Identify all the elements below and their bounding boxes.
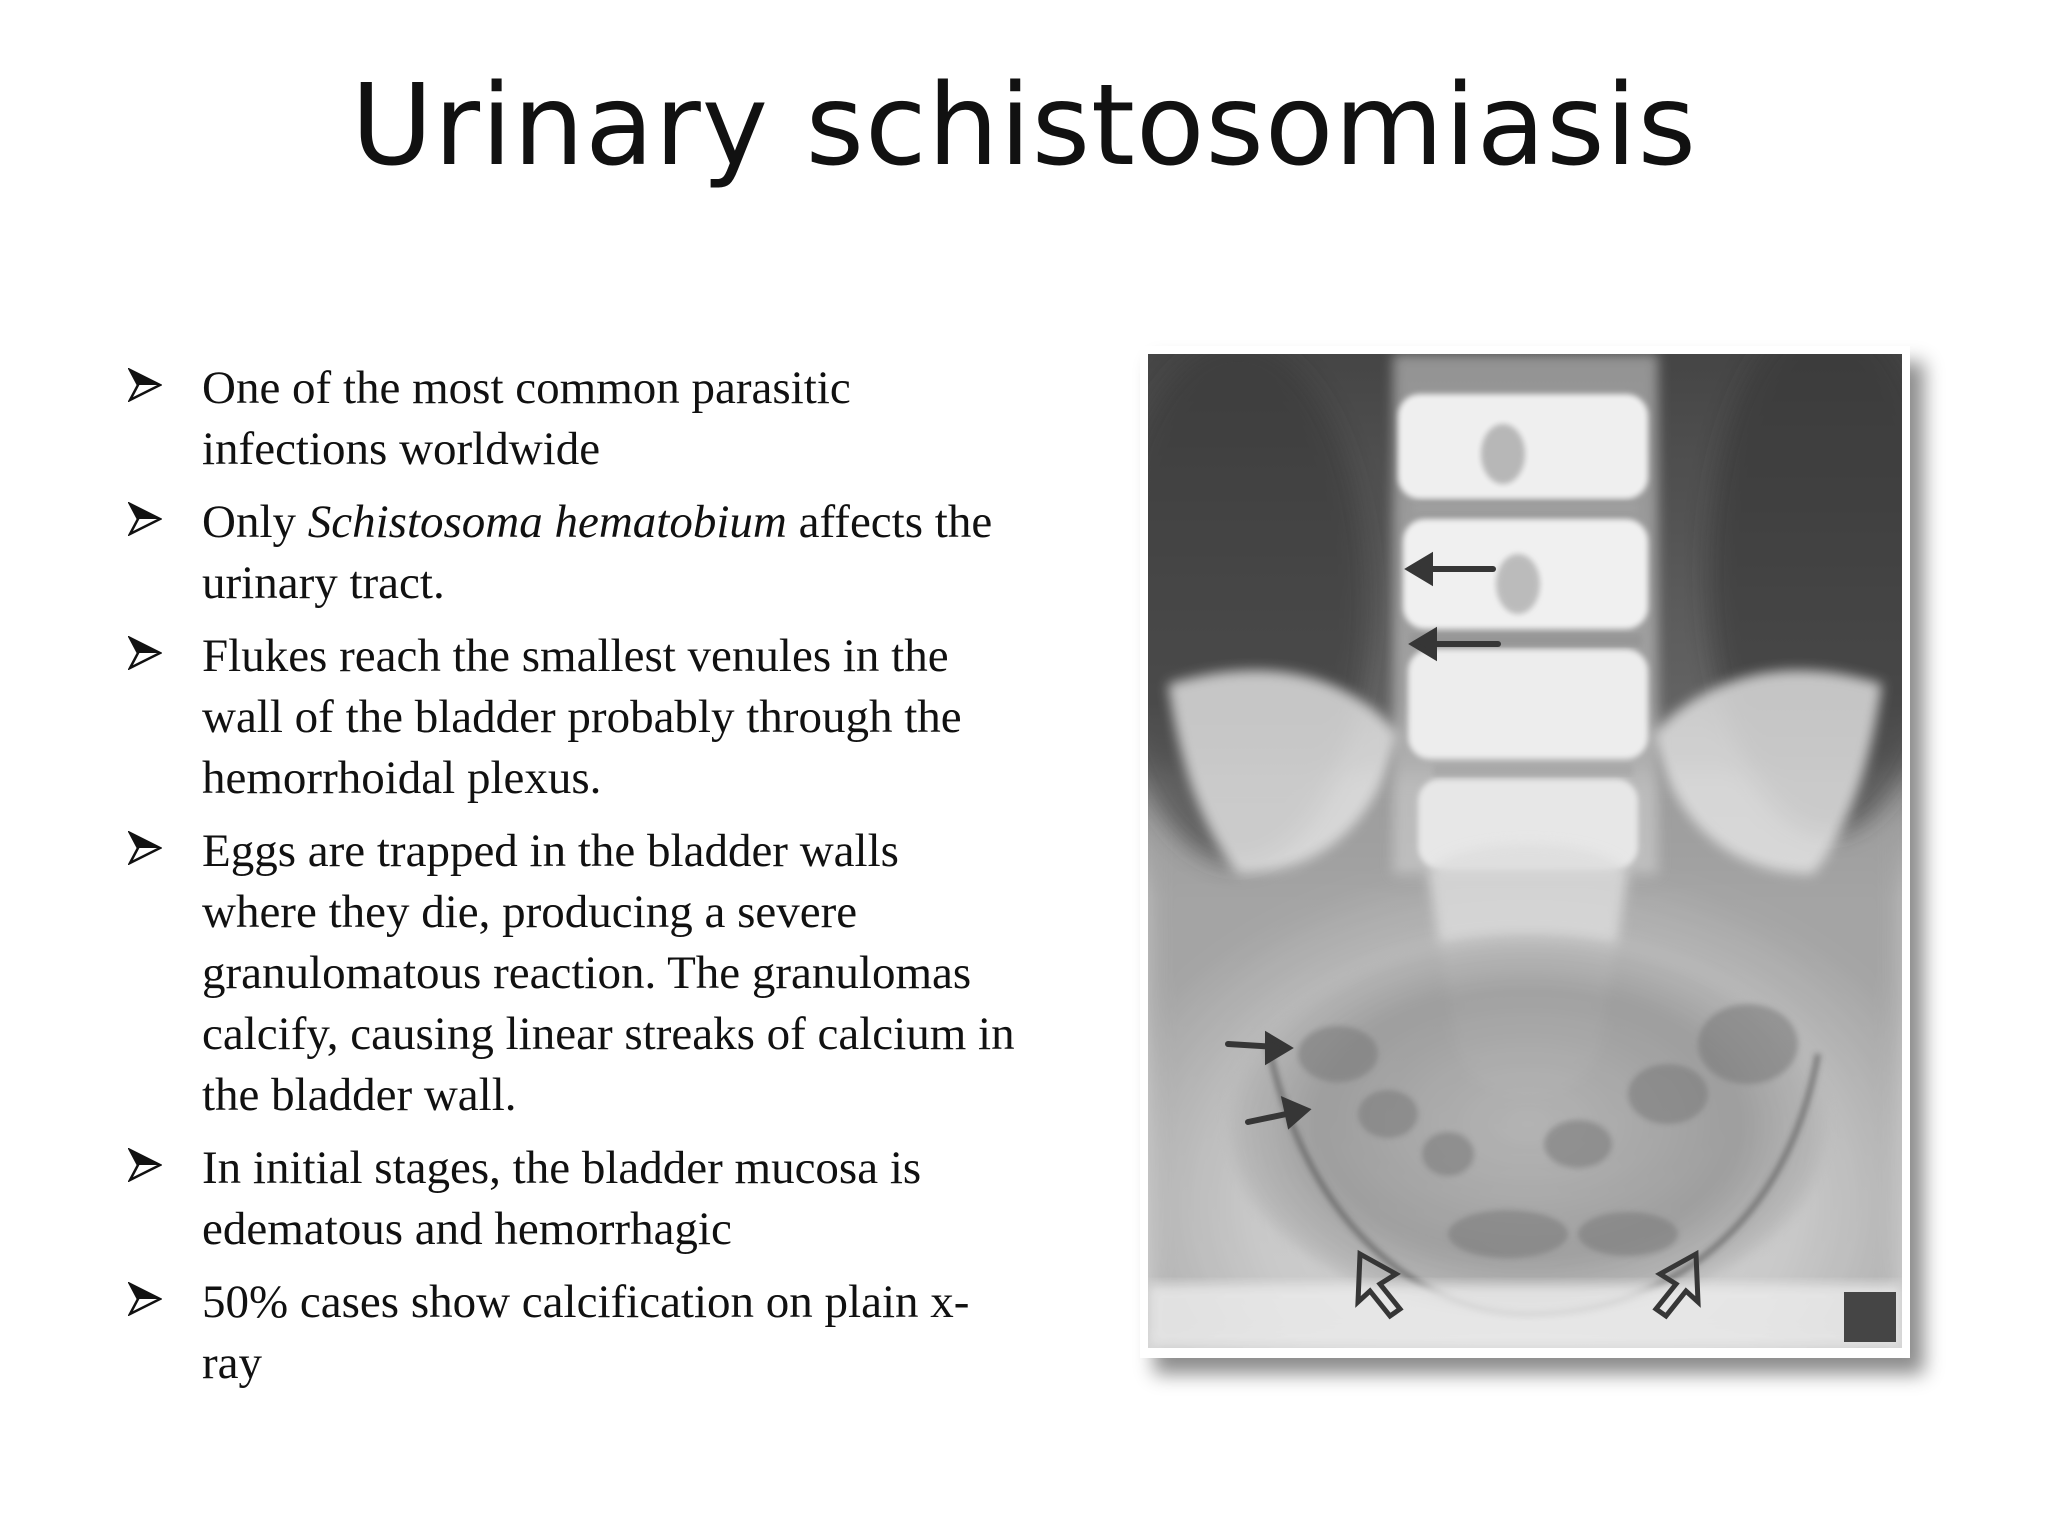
bullet-item [122,1138,1022,1260]
bullet-text-segment: Flukes reach the smallest venules in the wall of the bladder probably through the hemorrhoidal plexus. [202,630,962,804]
xray-figure [1140,346,1910,1358]
bullet-text [202,825,1015,1121]
bullet-text-segment: Only [202,496,308,548]
arrowhead-bullet-icon [128,831,162,865]
bullet-text [202,362,851,475]
italic-term: Schistosoma hematobium [307,496,787,548]
bullet-item [122,821,1022,1126]
bullet-text [202,1276,969,1389]
arrowhead-bullet-icon [128,636,162,670]
bullet-text-segment: 50% cases show calcification on plain x-ray [202,1276,970,1389]
bullet-text-segment: affects the urinary tract. [202,496,993,609]
arrowhead-bullet-icon [128,1282,162,1316]
arrowhead-bullet-icon [128,368,162,402]
bullet-text-segment: Eggs are trapped in the bladder walls where they die, producing a severe granulomatous reaction. The granulomas calcify, causing linear streaks of calcium in the bladder wall. [202,825,1015,1121]
bullet-item [122,492,1022,614]
bullet-text-segment: One of the most common parasitic infections worldwide [202,362,851,475]
bullet-text [202,496,992,609]
arrowhead-bullet-icon [128,502,162,536]
bullet-text [202,1142,921,1255]
bullet-item [122,626,1022,809]
abdominal-xray-image [1148,354,1902,1348]
bullet-text [202,630,962,804]
slide-title: Urinary schistosomiasis [350,61,1698,191]
bullet-item [122,1272,1022,1394]
bullet-item [122,358,1022,480]
arrowhead-bullet-icon [128,1148,162,1182]
bullet-list [122,358,1022,1406]
bullet-text-segment: In initial stages, the bladder mucosa is edematous and hemorrhagic [202,1142,922,1255]
